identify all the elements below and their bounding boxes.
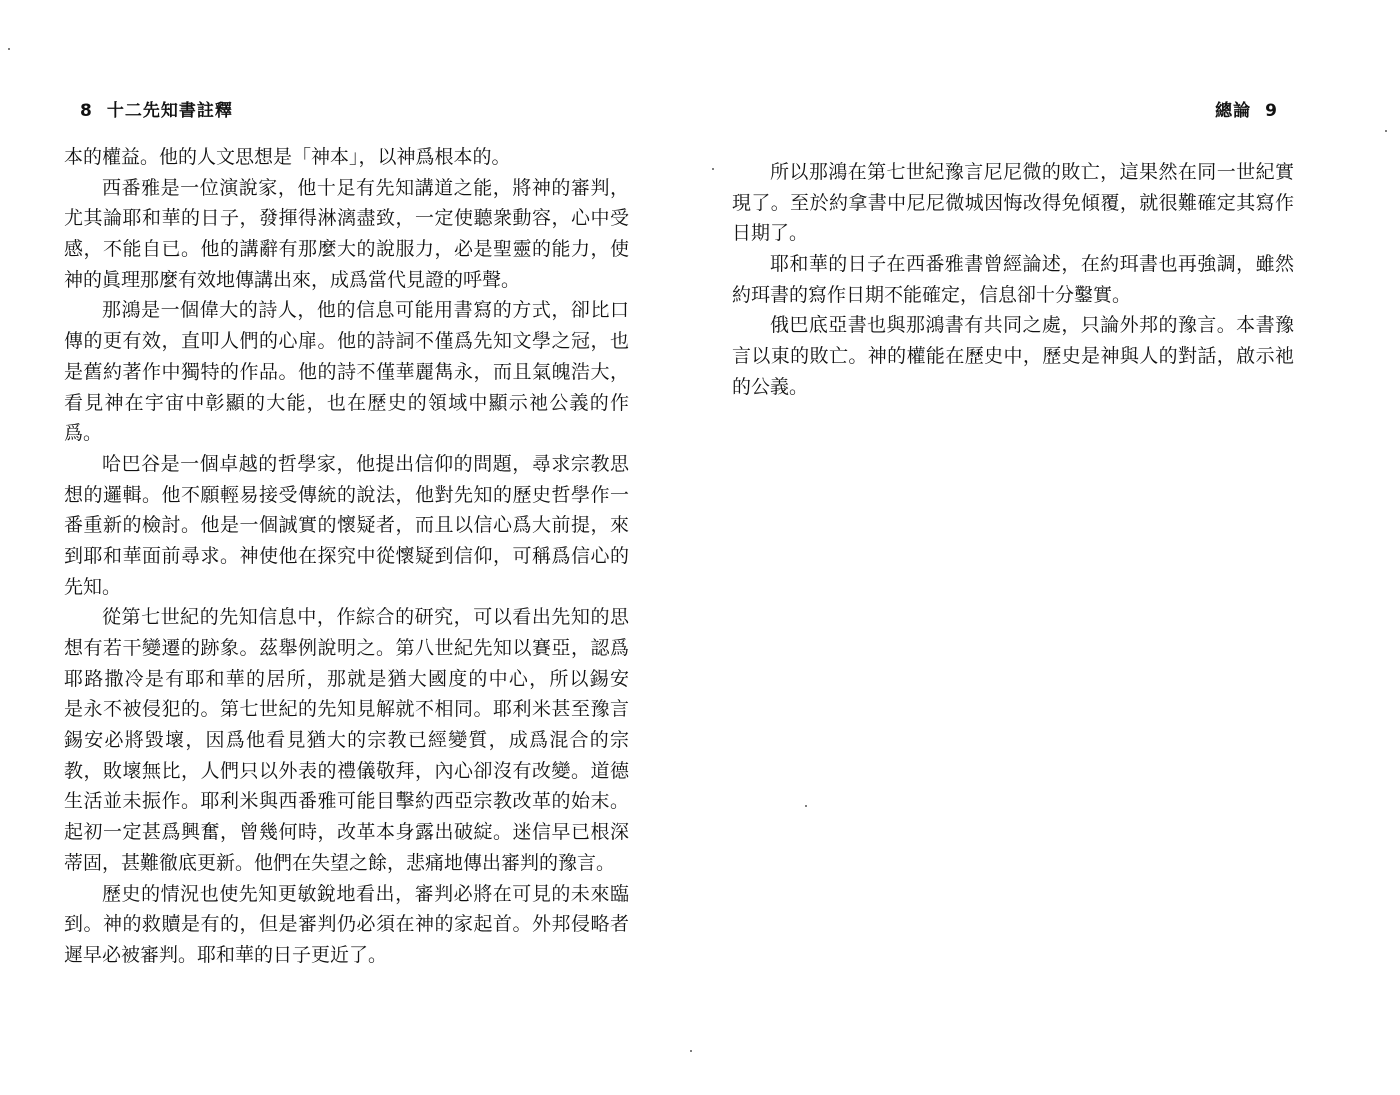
right-body-text xyxy=(732,157,1294,403)
text-line: 爲。 xyxy=(64,422,103,445)
text-line: 西番雅是一位演說家，他十足有先知講道之能，將神的審判， xyxy=(102,176,629,199)
text-line: 起初一定甚爲興奮，曾幾何時，改革本身露出破綻。迷信早已根深 xyxy=(64,821,629,844)
right-running-head xyxy=(1215,96,1292,121)
text-line: 遲早必被審判。耶和華的日子更近了。 xyxy=(64,943,388,966)
scan-speck xyxy=(1385,130,1387,132)
text-line: 所以那鴻在第七世紀豫言尼尼微的敗亡，這果然在同一世紀實 xyxy=(770,161,1294,183)
left-running-title: 十二先知書註釋 xyxy=(106,101,233,121)
text-line: 生活並未振作。耶利米與西番雅可能目擊約西亞宗教改革的始末。 xyxy=(64,790,629,813)
text-line: 俄巴底亞書也與那鴻書有共同之處，只論外邦的豫言。本書豫 xyxy=(770,314,1294,337)
scan-speck xyxy=(690,1050,692,1052)
right-running-title: 總論 xyxy=(1215,101,1252,121)
text-line: 言以東的敗亡。神的權能在歷史中，歷史是神與人的對話，啟示祂 xyxy=(732,345,1294,368)
left-running-head xyxy=(66,96,233,121)
text-line: 日期了。 xyxy=(732,222,809,245)
text-line: 到耶和華面前尋求。神使他在探究中從懷疑到信仰，可稱爲信心的 xyxy=(64,544,629,567)
text-line: 從第七世紀的先知信息中，作綜合的研究，可以看出先知的思 xyxy=(102,606,629,629)
text-line: 是永不被侵犯的。第七世紀的先知見解就不相同。耶利米甚至豫言 xyxy=(64,698,629,721)
text-line: 看見神在宇宙中彰顯的大能，也在歷史的領域中顯示祂公義的作 xyxy=(64,391,629,414)
text-line: 教，敗壞無比，人們只以外表的禮儀敬拜，內心卻沒有改變。道德 xyxy=(64,759,629,782)
text-line: 那鴻是一個偉大的詩人，他的信息可能用書寫的方式，卻比口 xyxy=(102,299,629,322)
text-line: 尤其論耶和華的日子，發揮得淋漓盡致，一定使聽衆動容，心中受 xyxy=(64,207,629,230)
right-folio: 9 xyxy=(1265,101,1278,121)
text-line: 到。神的救贖是有的，但是審判仍必須在神的家起首。外邦侵略者 xyxy=(64,913,629,936)
scan-speck xyxy=(712,168,714,170)
text-line: 錫安必將毀壞，因爲他看見猶大的宗教已經變質，成爲混合的宗 xyxy=(64,729,629,752)
text-line: 是舊約著作中獨特的作品。他的詩不僅華麗雋永，而且氣魄浩大， xyxy=(64,360,629,383)
text-line: 本的權益。他的人文思想是「神本」，以神爲根本的。 xyxy=(64,146,511,168)
scan-speck xyxy=(805,805,807,807)
text-line: 耶和華的日子在西番雅書曾經論述，在約珥書也再強調，雖然 xyxy=(770,253,1294,276)
text-line: 的公義。 xyxy=(732,375,809,398)
scan-speck xyxy=(8,48,10,50)
text-line: 約珥書的寫作日期不能確定，信息卻十分鑿實。 xyxy=(732,283,1132,306)
text-line: 哈巴谷是一個卓越的哲學家，他提出信仰的問題，尋求宗教思 xyxy=(102,452,629,475)
text-line: 現了。至於約拿書中尼尼微城因悔改得免傾覆，就很難確定其寫作 xyxy=(732,191,1294,214)
text-line: 番重新的檢討。他是一個誠實的懷疑者，而且以信心爲大前提，來 xyxy=(64,514,629,537)
text-line: 感，不能自已。他的講辭有那麼大的說服力，必是聖靈的能力，使 xyxy=(64,238,629,261)
text-line: 蒂固，甚難徹底更新。他們在失望之餘，悲痛地傳出審判的豫言。 xyxy=(64,851,616,874)
text-line: 傳的更有效，直叩人們的心扉。他的詩詞不僅爲先知文學之冠，也 xyxy=(64,330,629,353)
text-line: 先知。 xyxy=(64,575,122,598)
text-line: 想的邏輯。他不願輕易接受傳統的說法，他對先知的歷史哲學作一 xyxy=(64,483,629,506)
right-page xyxy=(700,0,1400,1095)
left-body-text xyxy=(64,142,629,971)
text-line: 想有若干變遷的跡象。茲舉例說明之。第八世紀先知以賽亞，認爲 xyxy=(64,637,629,659)
left-folio: 8 xyxy=(80,101,93,121)
text-line: 歷史的情況也使先知更敏銳地看出，審判必將在可見的未來臨 xyxy=(102,882,629,905)
text-line: 神的眞理那麼有效地傳講出來，成爲當代見證的呼聲。 xyxy=(64,268,521,291)
text-line: 耶路撒冷是有耶和華的居所，那就是猶大國度的中心，所以錫安 xyxy=(64,667,629,690)
